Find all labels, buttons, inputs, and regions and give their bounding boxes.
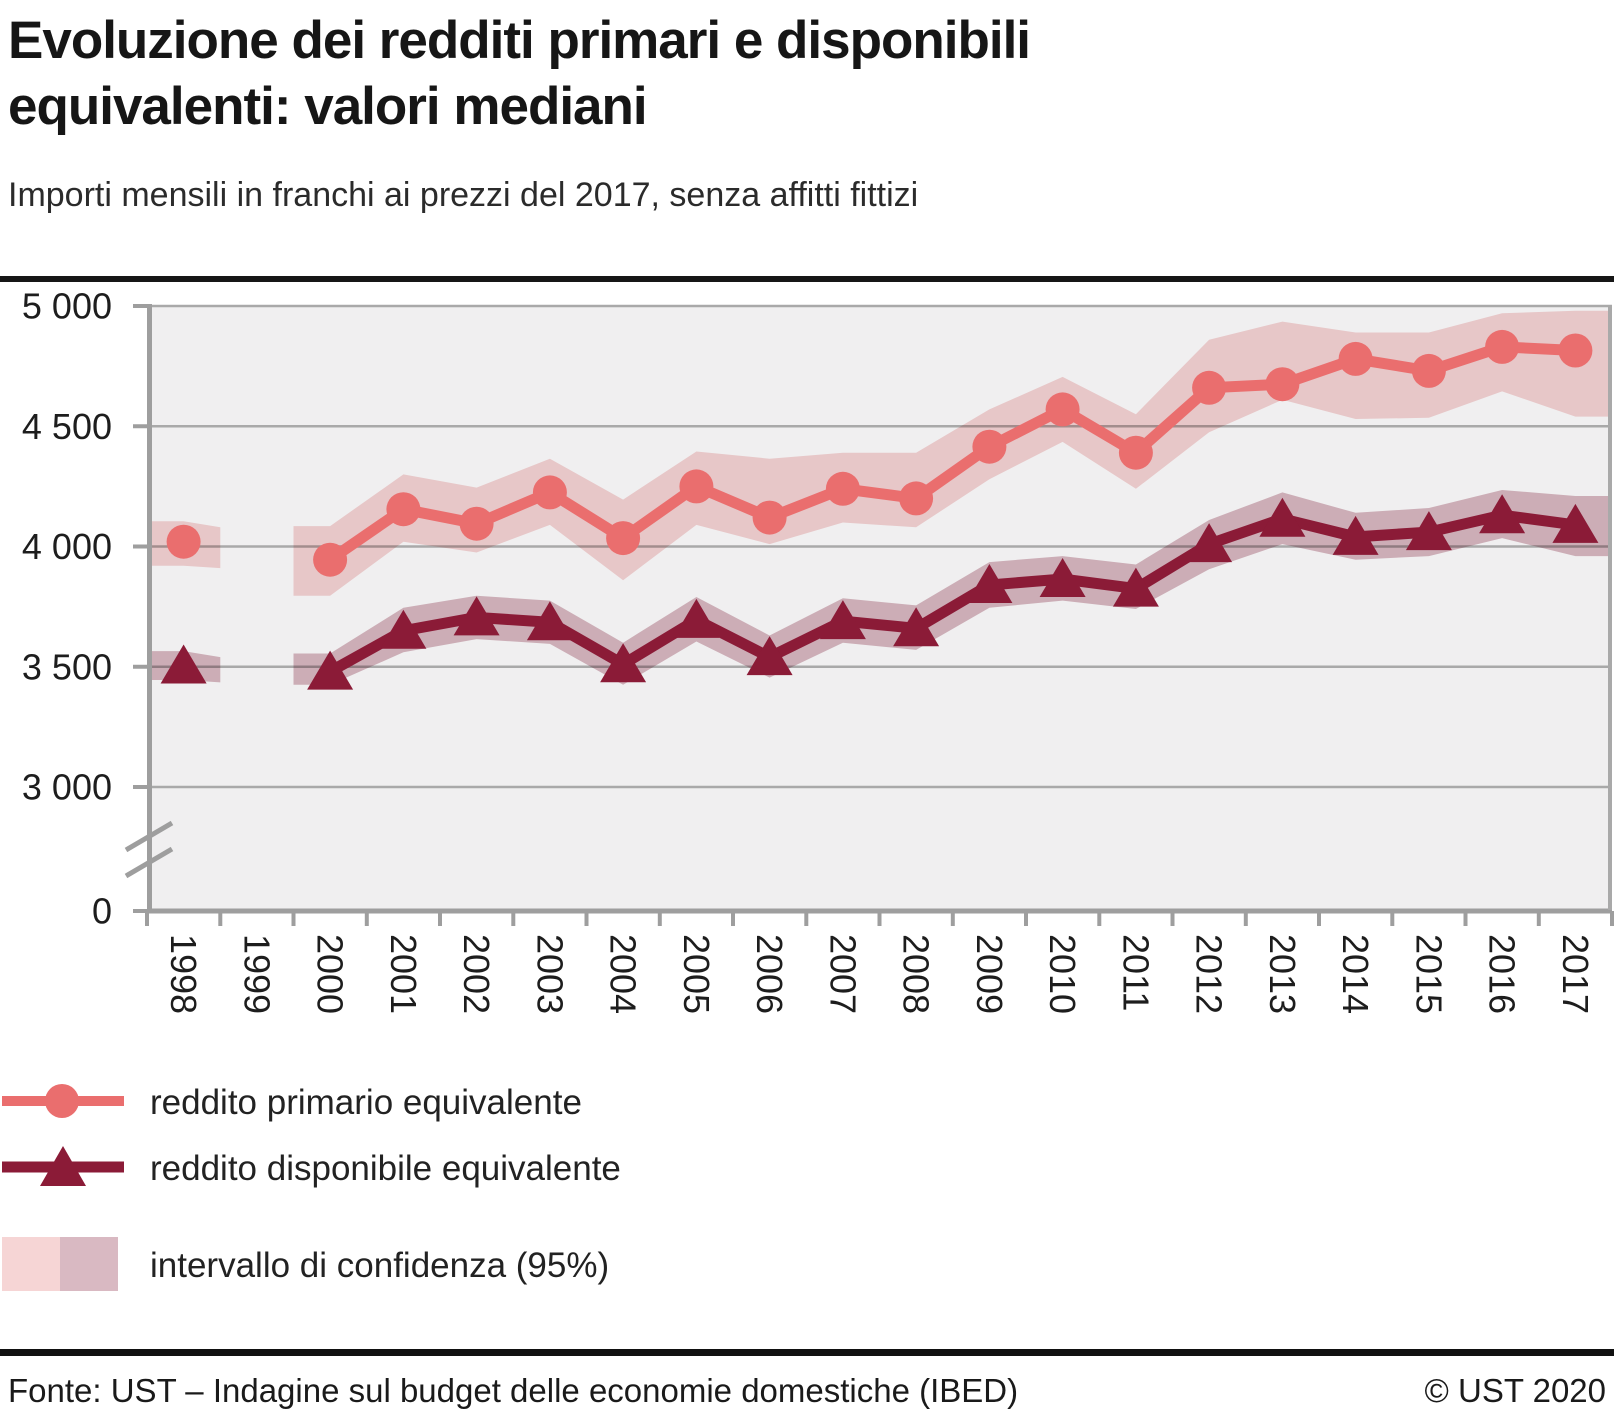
legend-item-confidenza bbox=[2, 1238, 609, 1294]
legend-confidence-band-icon bbox=[2, 1237, 124, 1296]
data-point-circle bbox=[1046, 392, 1080, 426]
data-point-circle bbox=[606, 521, 640, 555]
data-point-circle bbox=[1119, 436, 1153, 470]
x-axis-tick-label: 2013 bbox=[1261, 934, 1303, 1015]
x-axis-tick-label: 2000 bbox=[309, 934, 351, 1015]
data-point-circle bbox=[460, 507, 494, 541]
x-axis-tick-label: 1998 bbox=[163, 934, 205, 1015]
x-axis-tick-label: 2015 bbox=[1408, 934, 1450, 1015]
source-note: Fonte: UST – Indagine sul budget delle economie domestiche (IBED) bbox=[8, 1372, 1019, 1409]
x-axis-tick-label: 1999 bbox=[236, 934, 278, 1015]
legend-item-disponibile bbox=[2, 1146, 621, 1192]
x-axis-labels bbox=[163, 934, 1596, 1014]
data-point-circle bbox=[1485, 330, 1519, 364]
x-axis-tick-label: 2004 bbox=[602, 934, 644, 1015]
data-point-circle bbox=[386, 492, 420, 526]
chart-title-line1: Evoluzione dei redditi primari e disponibili bbox=[8, 11, 1031, 70]
x-axis-tick-label: 2011 bbox=[1115, 934, 1157, 1012]
x-axis-tick-label: 2008 bbox=[895, 934, 937, 1015]
data-point-circle bbox=[167, 525, 201, 559]
y-axis-tick-label: 0 bbox=[91, 890, 112, 932]
x-axis-tick-label: 2005 bbox=[675, 934, 717, 1015]
data-point-circle bbox=[313, 543, 347, 577]
data-point-circle bbox=[1339, 342, 1373, 376]
x-axis-tick-label: 2010 bbox=[1042, 934, 1084, 1015]
y-axis-tick-label: 3 500 bbox=[21, 646, 112, 688]
data-point-circle bbox=[899, 481, 933, 515]
legend-item-label: reddito primario equivalente bbox=[150, 1083, 582, 1122]
x-axis-tick-label: 2006 bbox=[749, 934, 791, 1015]
y-axis-tick-label: 4 500 bbox=[21, 405, 112, 447]
data-point-circle bbox=[972, 430, 1006, 464]
chart-title-line2: equivalenti: valori mediani bbox=[8, 77, 647, 136]
footer-divider bbox=[0, 1349, 1614, 1356]
data-point-circle bbox=[1558, 334, 1592, 368]
x-axis-tick-label: 2003 bbox=[529, 934, 571, 1015]
x-axis-tick-label: 2017 bbox=[1554, 934, 1596, 1015]
legend-line-circle-icon bbox=[2, 1078, 124, 1129]
data-point-circle bbox=[679, 469, 713, 503]
data-point-circle bbox=[826, 472, 860, 506]
legend-item-label: intervallo di confidenza (95%) bbox=[150, 1246, 610, 1285]
data-point-circle bbox=[753, 501, 787, 535]
x-axis-tick-label: 2014 bbox=[1335, 934, 1377, 1015]
data-point-circle bbox=[533, 475, 567, 509]
x-axis-tick-label: 2016 bbox=[1481, 934, 1523, 1015]
data-point-circle bbox=[1412, 354, 1446, 388]
data-point-circle bbox=[1192, 371, 1226, 405]
legend-item-label: reddito disponibile equivalente bbox=[150, 1149, 621, 1188]
x-axis-tick-label: 2012 bbox=[1188, 934, 1230, 1015]
chart-subtitle: Importi mensili in franchi ai prezzi del 2017, senza affitti fittizi bbox=[8, 176, 919, 214]
x-axis-tick-label: 2001 bbox=[382, 934, 424, 1015]
x-axis-tick-label: 2002 bbox=[456, 934, 498, 1015]
footer bbox=[8, 1372, 1606, 1410]
x-axis-tick-label: 2009 bbox=[968, 934, 1010, 1015]
legend-item-primario bbox=[2, 1080, 582, 1126]
copyright-note: © UST 2020 bbox=[1424, 1372, 1606, 1409]
x-axis-tick-label: 2007 bbox=[822, 934, 864, 1015]
y-axis-tick-label: 4 000 bbox=[21, 526, 112, 567]
y-axis-tick-label: 5 000 bbox=[21, 285, 112, 327]
legend-line-triangle-icon bbox=[2, 1144, 124, 1195]
data-point-circle bbox=[1265, 367, 1299, 401]
y-axis-tick-label: 3 000 bbox=[21, 766, 112, 808]
